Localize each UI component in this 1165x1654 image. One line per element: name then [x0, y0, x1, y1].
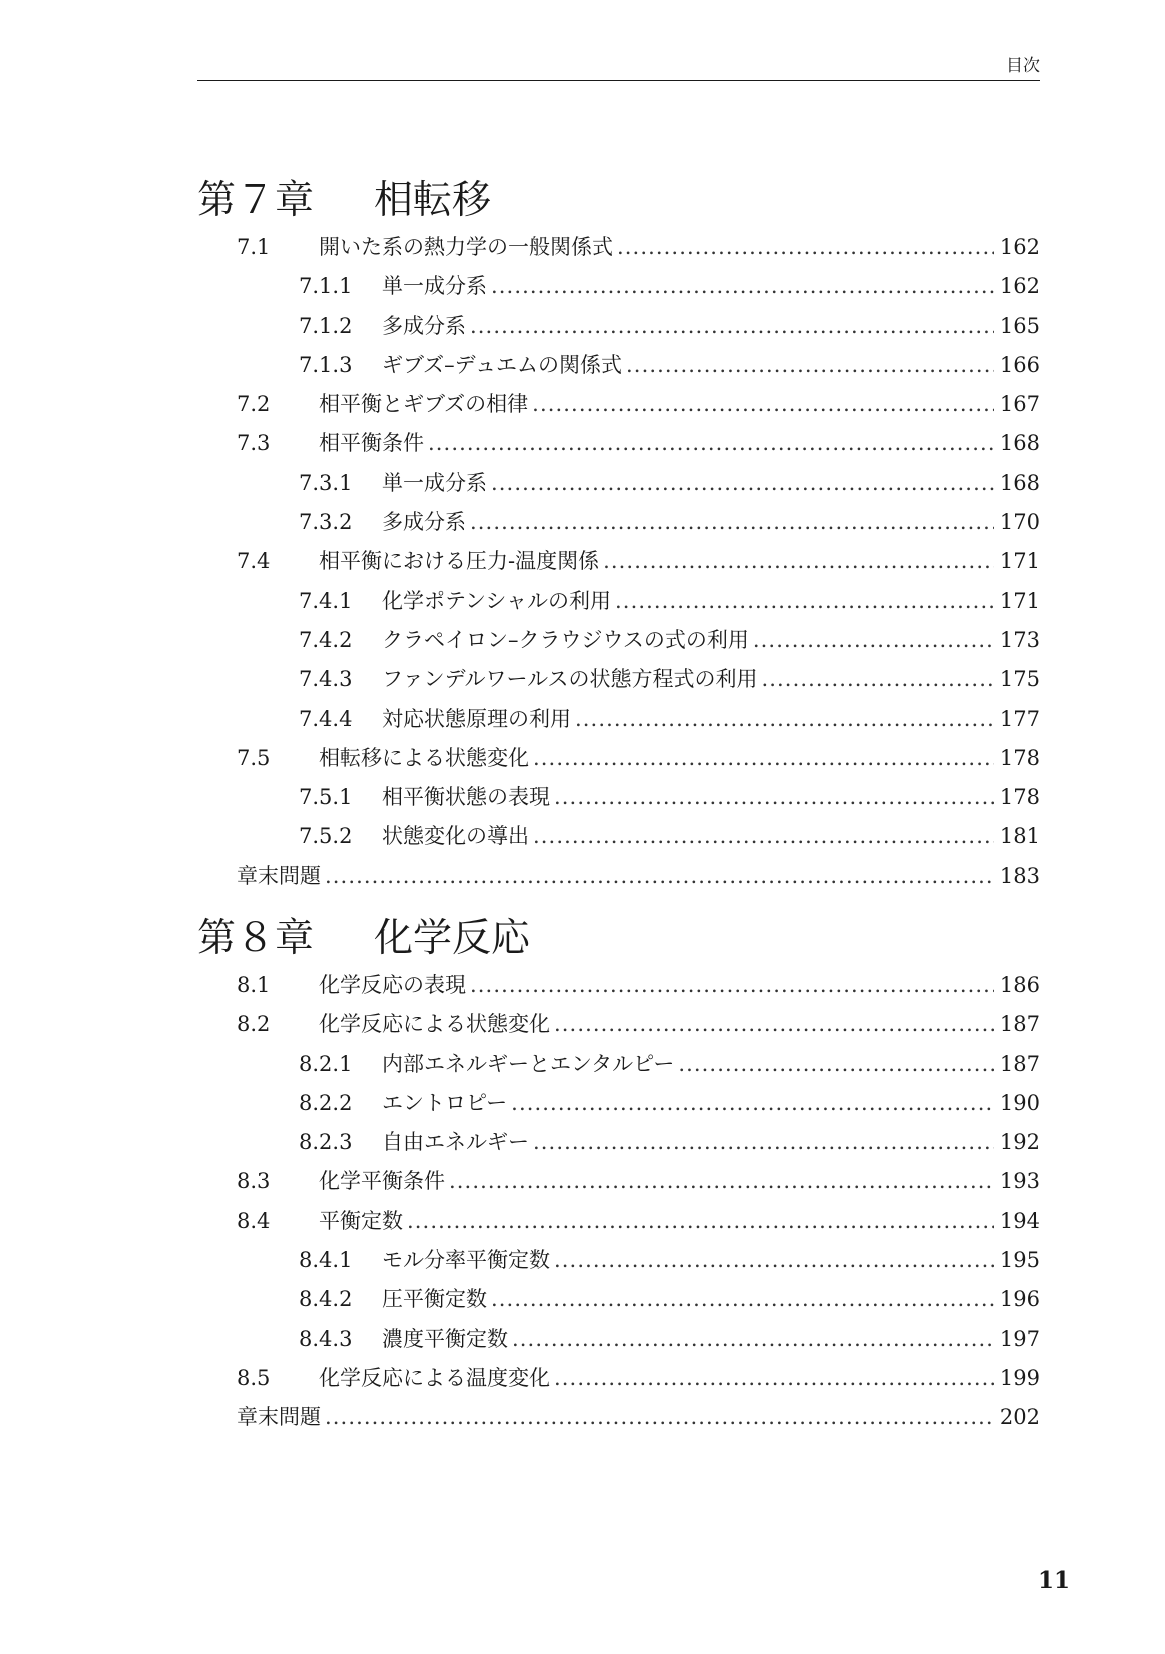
toc-entry-page: 187 — [999, 1051, 1040, 1076]
toc-entry[interactable] — [197, 1202, 1040, 1241]
toc-entry-title: ファンデルワールスの状態方程式の利用 — [382, 667, 758, 692]
toc-entry-page: 186 — [999, 973, 1040, 997]
toc-entry-number: 8.2 — [237, 1012, 271, 1037]
dot-leader — [470, 307, 994, 346]
toc-entry-number: 7.4.2 — [299, 627, 353, 652]
toc-entry[interactable] — [197, 1359, 1040, 1398]
toc-entry-number: 8.4.1 — [299, 1248, 353, 1273]
toc-entry[interactable] — [197, 307, 1040, 346]
dot-leader — [449, 1162, 994, 1201]
toc-entry-page: 192 — [999, 1130, 1040, 1155]
toc-entry-page: 178 — [999, 745, 1040, 770]
toc-entry-number: 8.3 — [237, 1169, 271, 1194]
toc-entry-page: 177 — [999, 706, 1040, 731]
toc-entry-title: エントロピー — [382, 1090, 508, 1115]
toc-entry-page: 162 — [999, 235, 1040, 259]
toc-entry-page: 199 — [999, 1365, 1040, 1390]
toc-entry-title: 濃度平衡定数 — [382, 1326, 508, 1351]
toc-entry-title: 化学反応による温度変化 — [319, 1365, 550, 1390]
toc-entry-title: 相平衡条件 — [319, 431, 424, 456]
toc-entry-title: 開いた系の熱力学の一般関係式 — [319, 235, 613, 259]
toc-entry-title: 自由エネルギー — [382, 1130, 529, 1155]
toc-entry-page: 193 — [999, 1169, 1040, 1194]
toc-entry-number: 8.4.3 — [299, 1326, 353, 1351]
toc-entry-page: 168 — [999, 431, 1040, 456]
chapter-7-entries — [197, 228, 1040, 896]
toc-entry[interactable] — [197, 1280, 1040, 1319]
dot-leader — [533, 739, 994, 778]
toc-entry-title: 多成分系 — [382, 313, 466, 338]
toc-entry-page: 187 — [999, 1012, 1040, 1037]
running-head: 目次 — [1006, 56, 1040, 76]
toc-entry[interactable] — [197, 1005, 1040, 1044]
toc-entry-page: 171 — [999, 588, 1040, 613]
dot-leader — [407, 1202, 994, 1241]
toc-entry[interactable] — [197, 966, 1040, 1005]
toc-entry[interactable] — [197, 1045, 1040, 1084]
toc-entry-number: 8.1 — [237, 973, 271, 997]
header-rule — [197, 80, 1040, 81]
toc-entry-number: 7.1.2 — [299, 313, 353, 338]
toc-entry-number: 8.2.2 — [299, 1090, 353, 1115]
chapter-8-number: 第８章 — [197, 916, 315, 961]
dot-leader — [491, 267, 994, 306]
dot-leader — [470, 966, 994, 1005]
toc-entry[interactable] — [197, 817, 1040, 856]
toc-entry-number: 8.5 — [237, 1365, 271, 1390]
dot-leader — [533, 1123, 994, 1162]
toc-entry-number: 7.4.3 — [299, 667, 353, 692]
toc-entry-page: 195 — [999, 1248, 1040, 1273]
toc-entry-number: 7.5.2 — [299, 824, 353, 849]
toc-entry-page: 171 — [999, 549, 1040, 574]
toc-entry-title: 対応状態原理の利用 — [382, 706, 571, 731]
toc-entry-title: 多成分系 — [382, 510, 466, 535]
dot-leader — [603, 542, 994, 581]
toc-entry-number: 8.4 — [237, 1208, 271, 1233]
dot-leader — [325, 857, 994, 896]
dot-leader — [491, 1280, 994, 1319]
toc-entry-number: 7.3 — [237, 431, 271, 456]
toc-entry-page: 196 — [999, 1287, 1040, 1312]
toc-entry[interactable] — [197, 385, 1040, 424]
chapter-8-heading — [197, 914, 1040, 964]
dot-leader — [554, 1359, 994, 1398]
toc-entry[interactable] — [197, 1241, 1040, 1280]
dot-leader — [753, 621, 994, 660]
toc-entry[interactable] — [197, 1320, 1040, 1359]
toc-entry-number: 8.4.2 — [299, 1287, 353, 1312]
dot-leader — [470, 503, 994, 542]
toc-entry-number: 7.1.3 — [299, 352, 353, 377]
toc-entry-title: 内部エネルギーとエンタルピー — [382, 1051, 675, 1076]
toc-entry-title: モル分率平衡定数 — [382, 1248, 550, 1273]
toc-entry-number: 7.3.1 — [299, 470, 353, 495]
toc-entry[interactable] — [197, 1162, 1040, 1201]
chapter-7-section — [197, 176, 1040, 896]
chapter-7-heading — [197, 176, 1040, 226]
toc-entry-title: 状態変化の導出 — [382, 824, 529, 849]
toc-entry-page: 162 — [999, 274, 1040, 299]
dot-leader — [325, 1398, 994, 1437]
toc-entry-number: 8.2.1 — [299, 1051, 353, 1076]
toc-entry-number: 7.4.1 — [299, 588, 353, 613]
toc-entry[interactable] — [197, 346, 1040, 385]
toc-entry[interactable] — [197, 1084, 1040, 1123]
toc-entry-page: 175 — [999, 667, 1040, 692]
toc-entry-title: 章末問題 — [237, 863, 321, 888]
toc-entry-page: 167 — [999, 392, 1040, 417]
toc-entry-page: 181 — [999, 824, 1040, 849]
toc-entry[interactable] — [197, 464, 1040, 503]
toc-entry-page: 168 — [999, 470, 1040, 495]
toc-entry-title: 化学ポテンシャルの利用 — [382, 588, 612, 613]
toc-entry-page: 183 — [999, 863, 1040, 888]
chapter-7-title: 相転移 — [374, 178, 492, 223]
toc-entry[interactable] — [197, 424, 1040, 463]
dot-leader — [554, 1005, 994, 1044]
chapter-8-entries — [197, 966, 1040, 1438]
toc-entry-page: 178 — [999, 785, 1040, 810]
toc-entry-page: 166 — [999, 352, 1040, 377]
chapter-8-title: 化学反応 — [374, 916, 531, 961]
toc-entry[interactable] — [197, 739, 1040, 778]
toc-entry[interactable] — [197, 1123, 1040, 1162]
toc-entry-page: 202 — [999, 1405, 1040, 1430]
toc-entry-title: 章末問題 — [237, 1405, 321, 1430]
toc-entry-title: 相平衡における圧力-温度関係 — [319, 549, 600, 574]
toc-entry-number: 7.1.1 — [299, 274, 353, 299]
chapter-7-number: 第７章 — [197, 178, 315, 223]
toc-entry-title: 相平衡状態の表現 — [382, 785, 550, 810]
dot-leader — [554, 1241, 994, 1280]
toc-entry[interactable] — [197, 621, 1040, 660]
dot-leader — [491, 464, 994, 503]
toc-entry-number: 7.3.2 — [299, 510, 353, 535]
toc-entry[interactable] — [197, 267, 1040, 306]
dot-leader — [761, 660, 993, 699]
toc-entry-title: クラペイロン–クラウジウスの式の利用 — [382, 627, 749, 652]
dot-leader — [512, 1320, 994, 1359]
dot-leader — [575, 700, 994, 739]
toc-entry-number: 7.1 — [237, 235, 271, 259]
toc-entry-number: 7.4.4 — [299, 706, 353, 731]
toc-entry-number: 7.4 — [237, 549, 271, 574]
toc-entry-number: 7.5.1 — [299, 785, 353, 810]
toc-entry-page: 197 — [999, 1326, 1040, 1351]
dot-leader — [615, 582, 994, 621]
dot-leader — [617, 228, 994, 267]
toc-entry-title: 圧平衡定数 — [382, 1287, 487, 1312]
toc-entry[interactable] — [197, 503, 1040, 542]
toc-entry-exercises[interactable] — [197, 1398, 1040, 1437]
chapter-8-section — [197, 914, 1040, 1438]
toc-entry-number: 7.2 — [237, 392, 271, 417]
page-number: 11 — [1037, 1567, 1070, 1594]
dot-leader — [554, 778, 994, 817]
toc-entry-number: 8.2.3 — [299, 1130, 353, 1155]
toc-entry-page: 173 — [999, 627, 1040, 652]
dot-leader — [626, 346, 994, 385]
dot-leader — [678, 1045, 994, 1084]
toc-entry-page: 190 — [999, 1090, 1040, 1115]
toc-entry-page: 194 — [999, 1208, 1040, 1233]
dot-leader — [533, 817, 994, 856]
toc-entry-title: ギブズ–デュエムの関係式 — [382, 352, 623, 377]
dot-leader — [532, 385, 994, 424]
toc-entry-title: 単一成分系 — [382, 470, 487, 495]
dot-leader — [428, 424, 994, 463]
toc-entry-title: 化学平衡条件 — [319, 1169, 445, 1194]
toc-entry[interactable] — [197, 582, 1040, 621]
dot-leader — [511, 1084, 994, 1123]
toc-entry-exercises[interactable] — [197, 857, 1040, 896]
toc-entry[interactable] — [197, 700, 1040, 739]
toc-entry-title: 平衡定数 — [319, 1208, 403, 1233]
toc-entry-title: 単一成分系 — [382, 274, 487, 299]
toc-entry-title: 相転移による状態変化 — [319, 745, 529, 770]
toc-entry-title: 化学反応による状態変化 — [319, 1012, 550, 1037]
toc-entry[interactable] — [197, 542, 1040, 581]
toc-entry-title: 化学反応の表現 — [319, 973, 466, 997]
toc-entry-title: 相平衡とギブズの相律 — [319, 392, 529, 417]
toc-entry-page: 165 — [999, 313, 1040, 338]
toc-entry[interactable] — [197, 660, 1040, 699]
toc-entry-number: 7.5 — [237, 745, 271, 770]
toc-entry-page: 170 — [999, 510, 1040, 535]
toc-entry[interactable] — [197, 228, 1040, 267]
toc-entry[interactable] — [197, 778, 1040, 817]
